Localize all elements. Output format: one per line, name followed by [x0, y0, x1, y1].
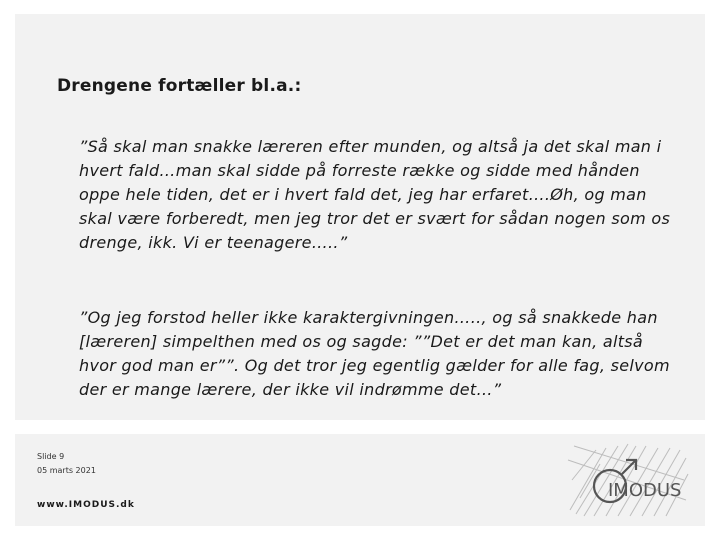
slide-number: Slide 9 [37, 452, 65, 461]
website-url[interactable]: www.IMODUS.dk [37, 500, 135, 510]
imodus-logo [566, 440, 690, 520]
slide-heading: Drengene fortæller bl.a.: [57, 76, 302, 96]
quote-paragraph-2: ”Og jeg forstod heller ikke karaktergivningen….., og så snakkede han [læreren] simpelthen med os og sagde: ””Det er det man kan, altså hvor god man er””. Og det tror jeg egentlig gælder for alle fag, selvom der er mange lærere, der ikke vil indrømme det…” [79, 308, 670, 399]
logo-text: IMODUS [608, 480, 682, 501]
quote-paragraph-1: ”Så skal man snakke læreren efter munden, og altså ja det skal man i hvert fald…man skal sidde på forreste række og sidde med hånden oppe hele tiden, det er i hvert fald det, jeg har erfaret….Øh, og man skal være forberedt, men jeg tror det er svært for sådan nogen som os drenge, ikk. Vi er teenagere…..” [79, 137, 671, 252]
slide-date: 05 marts 2021 [37, 466, 96, 475]
